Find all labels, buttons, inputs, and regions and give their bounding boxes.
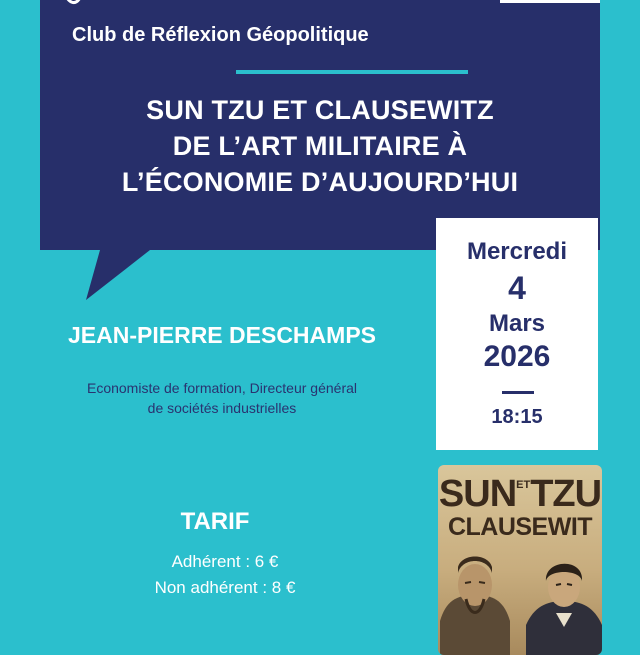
speaker-bio-line-1: Economiste de formation, Directeur général [86, 380, 358, 396]
book-title-connector: ET [516, 479, 531, 491]
event-title [60, 92, 580, 200]
book-title-sun: SUN [438, 473, 517, 515]
speaker-name: JEAN-PIERRE DESCHAMPS [68, 322, 376, 348]
title-divider [236, 70, 468, 74]
book-title-line-2: CLAUSEWIT [447, 513, 593, 541]
title-line-3: L’ÉCONOMIE D’AUJOURD’HUI [121, 167, 519, 197]
title-line-1: SUN TZU ET CLAUSEWITZ [146, 95, 494, 125]
script-logo-fragment [58, 0, 118, 12]
date-separator [502, 391, 534, 394]
book-cover-image [438, 465, 602, 655]
portrait-clausewitz [522, 551, 602, 655]
date-day: 4 [508, 270, 526, 306]
date-year: 2026 [483, 340, 551, 373]
title-line-2: DE L’ART MILITAIRE À [172, 131, 468, 161]
event-time: 18:15 [491, 406, 543, 428]
book-title-tzu: TZU [530, 473, 602, 515]
speaker-bio-line-2: de sociétés industrielles [147, 400, 297, 416]
date-month: Mars [488, 310, 546, 337]
portrait-sun-tzu [438, 551, 518, 655]
price-member: Adhérent : 6 € [171, 552, 279, 571]
pricing-title: TARIF [180, 508, 250, 535]
speaker-bio [20, 378, 424, 418]
club-name: Club de Réflexion Géopolitique [72, 24, 369, 46]
book-title-line-1 [438, 473, 602, 516]
date-card [436, 218, 598, 450]
date-weekday: Mercredi [466, 238, 568, 265]
price-non-member: Non adhérent : 8 € [154, 578, 296, 597]
top-tab [500, 0, 600, 3]
